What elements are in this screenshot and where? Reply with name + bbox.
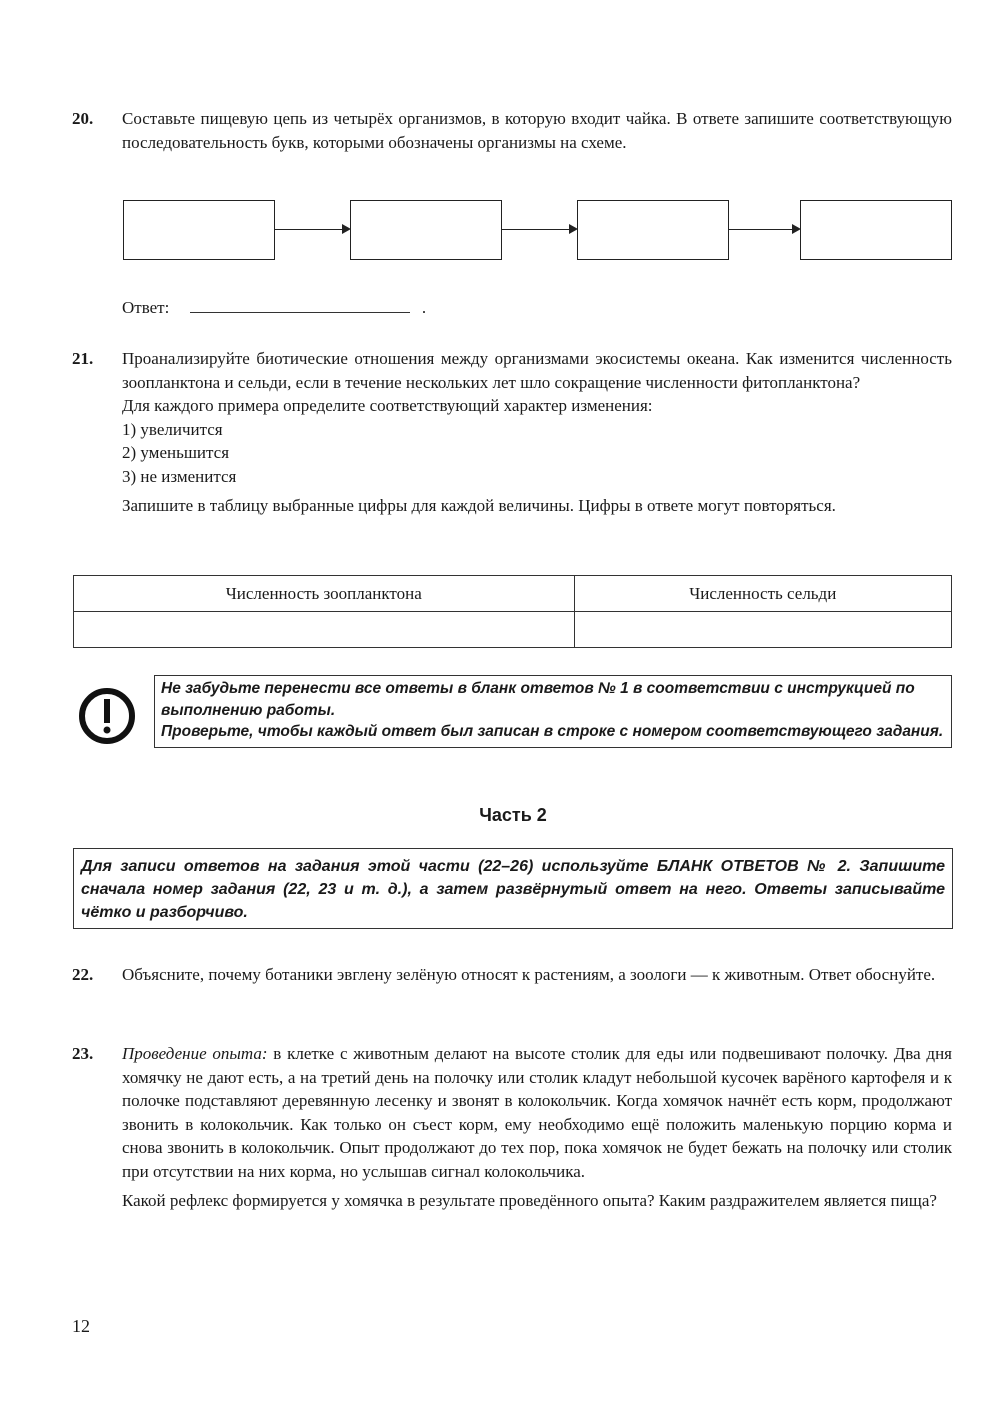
- answer-label: Ответ:: [122, 298, 170, 317]
- task-text: Составьте пищевую цепь из четырёх организмов, в которую входит чайка. В ответе запишите соответствующую последовательность букв, которыми обозначены организмы на схеме.: [122, 109, 952, 152]
- arrow-icon: [729, 229, 799, 230]
- page-number: 12: [72, 1316, 90, 1336]
- notice-line-2: Проверьте, чтобы каждый ответ был записан в строке с номером соответствующего задания.: [161, 723, 944, 740]
- task-20: [72, 107, 952, 154]
- part-title: Часть 2: [479, 805, 547, 825]
- food-chain-diagram: [123, 200, 951, 260]
- task-text: Объясните, почему ботаники эвглену зелёную относят к растениям, а зоологи — к животным. Ответ обоснуйте.: [122, 965, 936, 984]
- task-23: [72, 1042, 952, 1213]
- answer-suffix: .: [421, 298, 427, 317]
- task-question: Какой рефлекс формируется у хомячка в результате проведённого опыта? Каким раздражителем является пища?: [122, 1191, 937, 1210]
- notice-block: [78, 675, 952, 767]
- task-lead: Проведение опыта:: [122, 1044, 268, 1063]
- table-header-zooplankton: Численность зоопланктона: [74, 576, 575, 612]
- task-number: 20.: [72, 109, 94, 128]
- chain-box-4[interactable]: [800, 200, 952, 260]
- answer-input[interactable]: [190, 298, 410, 313]
- task-22: [72, 963, 952, 987]
- table-header-herring: Численность сельди: [574, 576, 951, 612]
- part-instructions: Для записи ответов на задания этой части (22–26) используйте БЛАНК ОТВЕТОВ № 2. Запишите сначала номер задания (22, 23 и т. д.), а затем развёрнутый ответ на него. Ответы записывайте чётко и разборчиво.: [73, 848, 953, 929]
- task-number: 21.: [72, 349, 94, 368]
- option-1: 1) увеличится: [122, 419, 223, 439]
- task-text: Проанализируйте биотические отношения между организмами экосистемы океана. Как изменится численность зоопланктона и сельди, если в течение нескольких лет шло сокращение численности фитопланктона?: [122, 349, 952, 392]
- task-instruction: Для каждого примера определите соответствующий характер изменения:: [122, 396, 653, 415]
- task-note: Запишите в таблицу выбранные цифры для каждой величины. Цифры в ответе могут повторяться.: [122, 496, 836, 515]
- answer-table: [73, 575, 952, 648]
- task-number: 22.: [72, 965, 94, 984]
- arrow-icon: [502, 229, 576, 230]
- table-cell-zooplankton[interactable]: [74, 612, 575, 648]
- chain-box-1[interactable]: [123, 200, 275, 260]
- answer-row: [122, 296, 426, 320]
- exclamation-circle-icon: [78, 687, 136, 745]
- task-21: [72, 347, 952, 518]
- arrow-icon: [275, 229, 349, 230]
- chain-box-2[interactable]: [350, 200, 502, 260]
- notice-line-1: Не забудьте перенести все ответы в бланк ответов № 1 в соответствии с инструкцией по выполнению работы.: [161, 680, 915, 719]
- task-text: в клетке с животным делают на высоте столик для еды или подвешивают полочку. Два дня хомячку не дают есть, а на третий день на полочку или столик кладут небольшой кусочек варёного картофеля и к полочке подставляют деревянную лесенку и звонят в колокольчик. Когда хомячок начнёт есть корм, продолжают звонить в колокольчик. Как только он съест корм, ему необходимо ещё положить маленькую порцию корма и снова звонить в колокольчик. Опыт продолжают до тех пор, пока хомячок не будет бежать на полочку или столик при отсутствии на них корма, но услышав сигнал колокольчика.: [122, 1044, 952, 1181]
- chain-box-3[interactable]: [577, 200, 729, 260]
- option-2: 2) уменьшится: [122, 443, 230, 462]
- table-cell-herring[interactable]: [574, 612, 951, 648]
- task-number: 23.: [72, 1044, 94, 1063]
- option-3: 3) не изменится: [122, 466, 237, 486]
